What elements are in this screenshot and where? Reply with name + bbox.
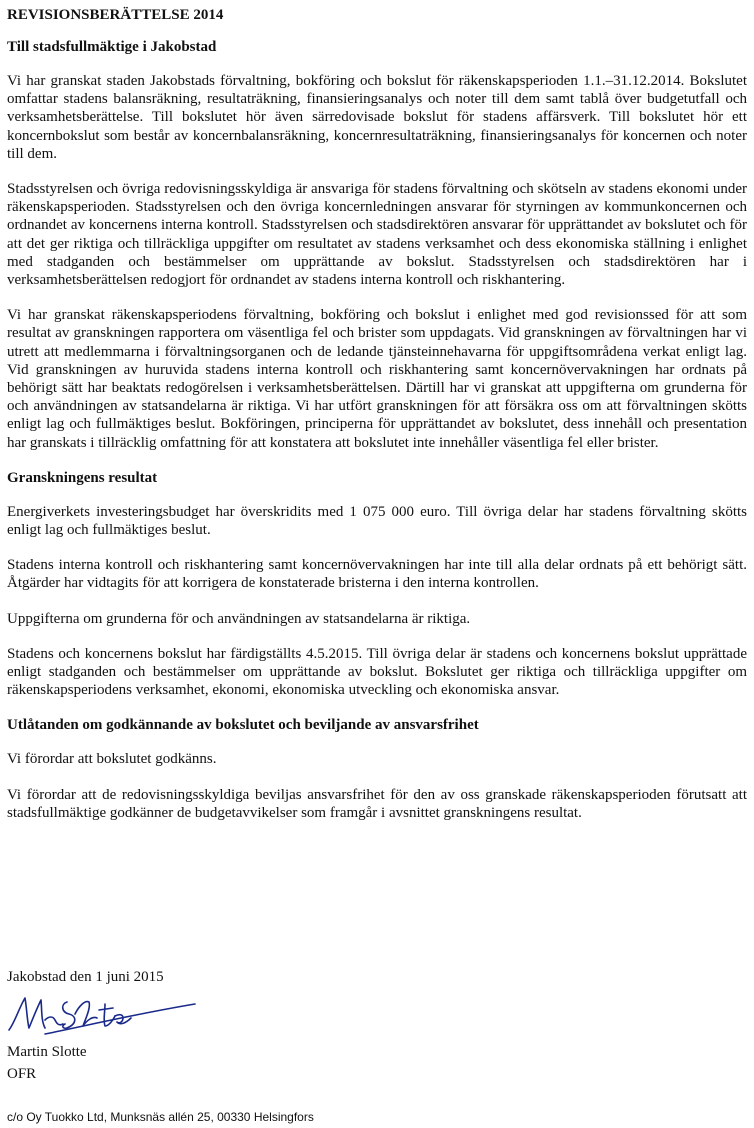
signer-name: Martin Slotte — [7, 1044, 87, 1060]
intro-paragraph-1: Vi har granskat staden Jakobstads förvaltning, bokföring och bokslut för räkenskapsperioden 1.1.–31.12.2014. Bokslutet omfattar stadens balansräkning, resultaträkning, finansieringsanalys och noter till dem samt tablå över budgetutfall och verksamhetsberättelse. Till bokslutet hör även särredovisade bokslut för stadens affärsverk. Till bokslutet hör ett koncernbokslut som består av koncernbalansräkning, koncernresultaträkning, finansieringsanalys för koncernen och noter till dem. — [7, 73, 747, 162]
statements-paragraph-1: Vi förordar att bokslutet godkänns. — [7, 751, 217, 768]
place-date: Jakobstad den 1 juni 2015 — [7, 969, 164, 985]
addressee-heading: Till stadsfullmäktige i Jakobstad — [7, 39, 217, 55]
document-page — [7, 6, 747, 839]
results-paragraph-2: Stadens interna kontroll och riskhantering samt koncernövervakningen har inte till alla delar ordnats på ett behörigt sätt. Åtgärder har vidtagits för att korrigera de konstaterade bristerna i den interna kontrollen. — [7, 557, 747, 592]
statements-heading: Utlåtanden om godkännande av bokslutet och beviljande av ansvarsfrihet — [7, 717, 479, 734]
results-paragraph-1: Energiverkets investeringsbudget har överskridits med 1 075 000 euro. Till övriga delar har stadens förvaltning skötts enligt lag och fullmäktiges beslut. — [7, 503, 747, 539]
handwritten-signature — [5, 990, 205, 1040]
results-paragraph-3: Uppgifterna om grunderna för och användningen av statsandelarna är riktiga. — [7, 610, 471, 627]
intro-paragraph-3: Vi har granskat räkenskapsperiodens förvaltning, bokföring och bokslut i enlighet med god revisionssed för att som resultat av granskningen rapportera om väsentliga fel och brister som uppdagats. Vid granskningen av förvaltningen har vi utrett att medlemmarna i förvaltningsorganen och de ledande tjänsteinnehavarna för uppgiftsområdena verkat enligt lag. Vid granskningen av huruvida stadens interna kontroll och riskhantering samt koncernövervakningen har ordnats på behörigt sätt har beaktats redogörelsen i verksamhetsberättelsen. Därtill har vi granskat att uppgifterna om grunderna för och användningen av statsandelarna är riktiga. Vi har utfört granskningen för att försäkra oss om att förvaltningen skötts enligt lag och fullmäktiges beslut. Bokföringen, principerna för upprättandet av bokslutet, dess innehåll och presentation har granskats i tillräcklig omfattning för att konstatera att bokslutet inte innehåller väsentliga fel eller brister. — [7, 307, 747, 451]
signer-title: OFR — [7, 1066, 37, 1082]
signature-block — [7, 968, 407, 1084]
footer-address: c/o Oy Tuokko Ltd, Munksnäs allén 25, 00330 Helsingfors — [7, 1110, 314, 1124]
results-heading: Granskningens resultat — [7, 469, 158, 486]
results-paragraph-4: Stadens och koncernens bokslut har färdigställts 4.5.2015. Till övriga delar är stadens och koncernens bokslut upprättade enligt stadganden och bestämmelser om upprättande av bokslut. Bokslutet ger riktiga och tillräckliga uppgifter om räkenskapsperiodens verksamhet, ekonomi, ekonomiska utveckling och ekonomiska ansvar. — [7, 645, 747, 699]
document-title: REVISIONSBERÄTTELSE 2014 — [7, 7, 224, 23]
statements-paragraph-2: Vi förordar att de redovisningsskyldiga beviljas ansvarsfrihet för den av oss granskade räkenskapsperioden förutsatt att stadsfullmäktige godkänner de budgetavvikelser som framgår i avsnittet granskningens resultat. — [7, 786, 747, 821]
intro-paragraph-2: Stadsstyrelsen och övriga redovisningsskyldiga är ansvariga för stadens förvaltning och skötseln av stadens ekonomi under räkenskapsperioden. Stadsstyrelsen och den övriga koncernledningen ansvarar för styrningen av kommunkoncernen och ordnandet av koncernens interna kontroll. Stadsstyrelsen och stadsdirektören ansvarar för upprättandet av bokslutet och för att det ger riktiga och tillräckliga uppgifter om resultatet av stadens verksamhet och dess ekonomiska ställning i enlighet med stadganden och bestämmelser om upprättande av bokslut. Stadsstyrelsen och stadsdirektören har i verksamhetsberättelsen redogjort för ordnandet av stadens interna kontroll och riskhantering. — [7, 181, 747, 289]
